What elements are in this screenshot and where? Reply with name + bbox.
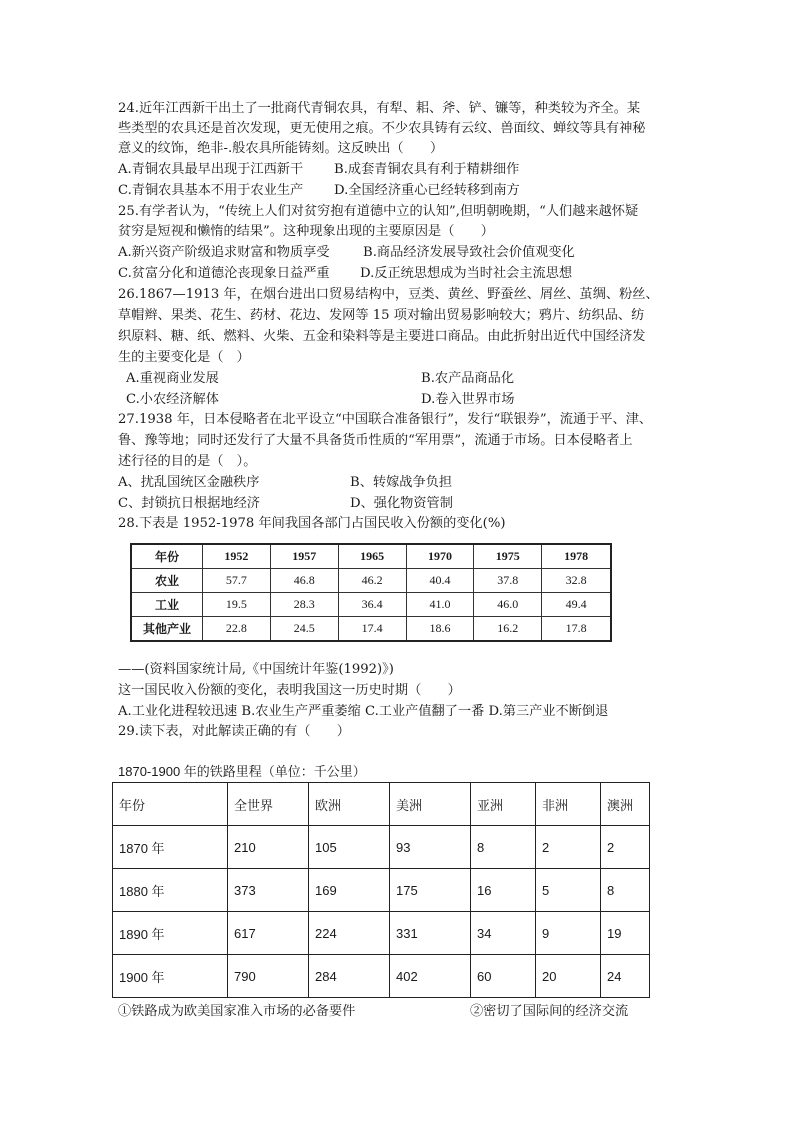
header-cell: 全世界 xyxy=(228,783,309,826)
q25-option-c: C.贫富分化和道德沦丧现象日益严重 xyxy=(118,266,330,281)
q25-line-2: 贫穷是短视和懒惰的结果”。这种现象出现的主要原因是（ ） xyxy=(118,224,494,239)
table-header-row xyxy=(113,783,650,826)
q29-title: 29.读下表，对此解读正确的有（ ） xyxy=(118,724,350,739)
table-cell: 37.8 xyxy=(474,569,542,593)
table-cell: 46.8 xyxy=(270,569,338,593)
row-label: 农业 xyxy=(131,569,203,593)
q28-title: 28.下表是 1952-1978 年间我国各部门占国民收入份额的变化(%) xyxy=(118,516,506,531)
q24-line-2: 些类型的农具还是首次发现，更无使用之痕。不少农具铸有云纹、兽面纹、蝉纹等具有神秘 xyxy=(118,121,646,136)
table-cell: 60 xyxy=(471,955,536,998)
q24-option-d: D.全国经济重心已经转移到南方 xyxy=(334,183,520,198)
header-cell: 1975 xyxy=(474,544,542,569)
table-row xyxy=(131,617,611,642)
q29-statement-1: ①铁路成为欧美国家准入市场的必备要件 xyxy=(118,1004,356,1019)
header-cell: 1957 xyxy=(270,544,338,569)
table-cell: 36.4 xyxy=(338,593,406,617)
table-cell: 19.5 xyxy=(203,593,271,617)
table-cell: 169 xyxy=(309,869,390,912)
row-label: 1900 年 xyxy=(113,955,228,998)
q27-option-b: B、转嫁战争负担 xyxy=(350,475,453,490)
header-cell: 1970 xyxy=(406,544,474,569)
header-cell: 年份 xyxy=(113,783,228,826)
table-cell: 20 xyxy=(536,955,601,998)
table-cell: 284 xyxy=(309,955,390,998)
table-row xyxy=(131,593,611,617)
header-cell: 1952 xyxy=(203,544,271,569)
table-cell: 2 xyxy=(536,826,601,869)
q26-line-3: 织原料、糖、纸、燃料、火柴、五金和染料等是主要进口商品。由此折射出近代中国经济发 xyxy=(118,329,646,344)
q24-option-a: A.青铜农具最早出现于江西新干 xyxy=(118,162,304,177)
q26-line-4: 生的主要变化是（ ） xyxy=(118,350,250,365)
table-cell: 373 xyxy=(228,869,309,912)
table-cell: 175 xyxy=(390,869,471,912)
table-cell: 16 xyxy=(471,869,536,912)
q28-options: A.工业化进程较迅速 B.农业生产严重萎缩 C.工业产值翻了一番 D.第三产业不断倒退 xyxy=(118,704,609,719)
table-cell: 17.4 xyxy=(338,617,406,642)
table-cell: 34 xyxy=(471,912,536,955)
header-cell: 澳洲 xyxy=(601,783,650,826)
table-cell: 46.2 xyxy=(338,569,406,593)
table-cell: 8 xyxy=(601,869,650,912)
q25-option-a: A.新兴资产阶级追求财富和物质享受 xyxy=(118,245,330,260)
table-cell: 105 xyxy=(309,826,390,869)
table-cell: 790 xyxy=(228,955,309,998)
table-cell: 9 xyxy=(536,912,601,955)
table-cell: 5 xyxy=(536,869,601,912)
table-cell: 46.0 xyxy=(474,593,542,617)
table-cell: 8 xyxy=(471,826,536,869)
q25-line-1: 25.有学者认为，“传统上人们对贫穷抱有道德中立的认知”,但明朝晚期，“人们越来越怀疑 xyxy=(118,204,639,219)
header-cell: 年份 xyxy=(131,544,203,569)
table-cell: 28.3 xyxy=(270,593,338,617)
railway-mileage-table xyxy=(112,782,650,998)
table-row xyxy=(113,912,650,955)
table-cell: 224 xyxy=(309,912,390,955)
header-cell: 亚洲 xyxy=(471,783,536,826)
income-share-table xyxy=(130,543,612,642)
q27-line-3: 述行径的目的是（ ）。 xyxy=(118,454,257,469)
q26-option-c: C.小农经济解体 xyxy=(126,392,219,407)
q26-option-a: A.重视商业发展 xyxy=(126,371,219,386)
row-label: 1880 年 xyxy=(113,869,228,912)
q28-stem: 这一国民收入份额的变化，表明我国这一历史时期（ ） xyxy=(118,683,461,698)
table-cell: 210 xyxy=(228,826,309,869)
q25-option-d: D.反正统思想成为当时社会主流思想 xyxy=(360,266,573,281)
q28-source: ——(资料国家统计局,《中国统计年鉴(1992)》) xyxy=(118,662,394,677)
table-cell: 18.6 xyxy=(406,617,474,642)
table-cell: 24 xyxy=(601,955,650,998)
header-cell: 1978 xyxy=(542,544,611,569)
row-label: 1870 年 xyxy=(113,826,228,869)
q26-option-d: D.卷入世界市场 xyxy=(421,392,515,407)
table-row xyxy=(113,955,650,998)
table-cell: 617 xyxy=(228,912,309,955)
table-row xyxy=(113,826,650,869)
table-cell: 24.5 xyxy=(270,617,338,642)
header-cell: 欧洲 xyxy=(309,783,390,826)
q27-option-d: D、强化物资管制 xyxy=(350,496,453,511)
q29-table-caption: 1870-1900 年的铁路里程（单位：千公里） xyxy=(118,764,366,779)
header-cell: 非洲 xyxy=(536,783,601,826)
q26-line-1: 26.1867—1913 年，在烟台进出口贸易结构中，豆类、黄丝、野蚕丝、屑丝、茧绸、粉丝、 xyxy=(118,287,659,302)
q27-option-c: C、封锁抗日根据地经济 xyxy=(118,496,260,511)
row-label: 1890 年 xyxy=(113,912,228,955)
table-cell: 22.8 xyxy=(203,617,271,642)
q24-line-3: 意义的纹饰，绝非-.般农具所能铸刻。这反映出（ ） xyxy=(118,141,444,156)
q25-option-b: B.商品经济发展导致社会价值观变化 xyxy=(363,245,575,260)
table-header-row xyxy=(131,544,611,569)
q27-line-2: 鲁、豫等地；同时还发行了大量不具备货币性质的“军用票”，流通于市场。日本侵略者上 xyxy=(118,433,633,448)
table-cell: 16.2 xyxy=(474,617,542,642)
q27-line-1: 27.1938 年，日本侵略者在北平设立“中国联合准备银行”，发行“联银券”，流通于平、津、 xyxy=(118,412,653,427)
header-cell: 1965 xyxy=(338,544,406,569)
q26-option-b: B.农产品商品化 xyxy=(421,371,515,386)
table-cell: 2 xyxy=(601,826,650,869)
table-cell: 32.8 xyxy=(542,569,611,593)
q26-line-2: 草帽辫、果类、花生、药材、花边、发网等 15 项对输出贸易影响较大；鸦片、纺织品、纺 xyxy=(118,308,645,323)
table-cell: 17.8 xyxy=(542,617,611,642)
table-cell: 402 xyxy=(390,955,471,998)
table-cell: 19 xyxy=(601,912,650,955)
table-cell: 49.4 xyxy=(542,593,611,617)
table-row xyxy=(113,869,650,912)
table-cell: 93 xyxy=(390,826,471,869)
header-cell: 美洲 xyxy=(390,783,471,826)
q24-option-c: C.青铜农具基本不用于农业生产 xyxy=(118,183,304,198)
table-cell: 57.7 xyxy=(203,569,271,593)
table-cell: 41.0 xyxy=(406,593,474,617)
q24-line-1: 24.近年江西新干出土了一批商代青铜农具，有犁、耜、斧、铲、镰等，种类较为齐全。某 xyxy=(118,101,641,116)
row-label: 工业 xyxy=(131,593,203,617)
table-cell: 331 xyxy=(390,912,471,955)
q29-statement-2: ②密切了国际间的经济交流 xyxy=(470,1004,629,1019)
q24-option-b: B.成套青铜农具有利于精耕细作 xyxy=(334,162,520,177)
row-label: 其他产业 xyxy=(131,617,203,642)
table-row xyxy=(131,569,611,593)
q27-option-a: A、扰乱国统区金融秩序 xyxy=(118,475,260,490)
table-cell: 40.4 xyxy=(406,569,474,593)
